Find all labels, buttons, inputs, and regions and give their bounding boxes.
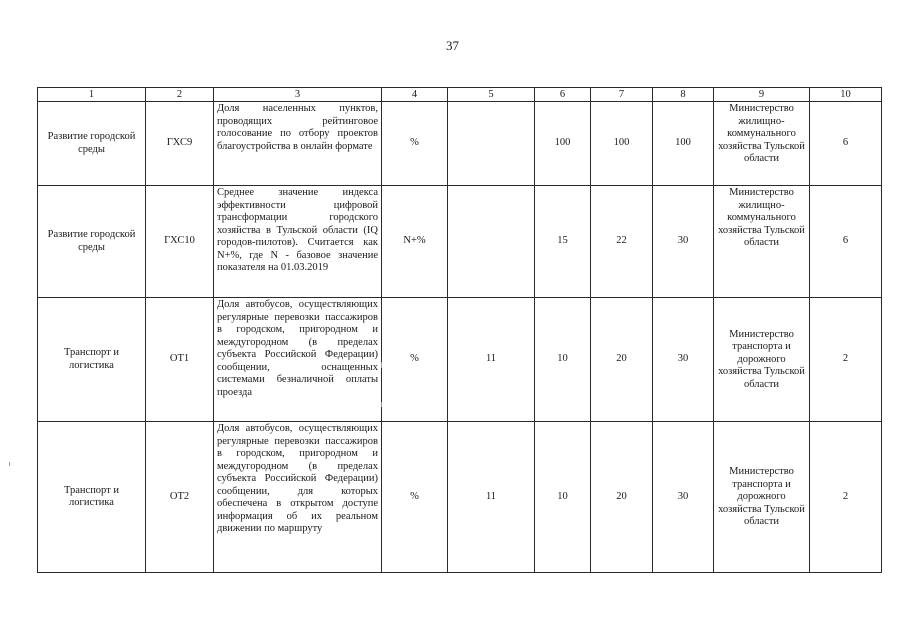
- value-cell-5: 11: [448, 298, 535, 422]
- unit-cell: %: [382, 102, 448, 186]
- value-cell-10: 6: [810, 102, 882, 186]
- ministry-cell: Министерство жилищно-коммунального хозяйства Тульской области: [714, 102, 810, 186]
- value-cell-7: 20: [591, 298, 653, 422]
- value-cell-8: 100: [653, 102, 714, 186]
- page-number: 37: [446, 38, 459, 53]
- table-row: [38, 298, 882, 422]
- scan-speck: [9, 462, 10, 466]
- column-header: 10: [810, 88, 882, 102]
- table-row: [38, 102, 882, 186]
- value-cell-5: 11: [448, 422, 535, 573]
- scan-speck: [381, 402, 382, 407]
- scan-speck: [381, 362, 382, 368]
- value-cell-10: 2: [810, 298, 882, 422]
- indicator-cell: Доля автобусов, осуществляющих регулярные перевозки пассажиров в городском, пригородном и междугородном (в пределах субъекта Российской Федерации) сообщении, для которых обеспечена в открытом доступе информация об их реальном движении по маршруту: [214, 422, 382, 573]
- column-header: 2: [146, 88, 214, 102]
- value-cell-6: 100: [535, 102, 591, 186]
- ministry-cell: Министерство жилищно-коммунального хозяйства Тульской области: [714, 186, 810, 298]
- value-cell-10: 2: [810, 422, 882, 573]
- code-cell: ГХС9: [146, 102, 214, 186]
- table-row: [38, 186, 882, 298]
- unit-cell: %: [382, 422, 448, 573]
- value-cell-8: 30: [653, 298, 714, 422]
- area-cell: Транспорт и логистика: [38, 298, 146, 422]
- indicator-cell: Доля автобусов, осуществляющих регулярные перевозки пассажиров в городском, пригородном и междугородном (в пределах субъекта Российской Федерации) сообщении, оснащенных системами безналичной оплаты проезда: [214, 298, 382, 422]
- table-row: [38, 422, 882, 573]
- column-header: 4: [382, 88, 448, 102]
- code-cell: ОТ2: [146, 422, 214, 573]
- code-cell: ГХС10: [146, 186, 214, 298]
- ministry-cell: Министерство транспорта и дорожного хозяйства Тульской области: [714, 422, 810, 573]
- column-header: 3: [214, 88, 382, 102]
- value-cell-5: [448, 102, 535, 186]
- indicator-cell: Среднее значение индекса эффективности цифровой трансформации городского хозяйства в Тульской области (IQ городов-пилотов). Считается как N+%, где N - базовое значение показателя на 01.03.2019: [214, 186, 382, 298]
- column-header: 6: [535, 88, 591, 102]
- value-cell-8: 30: [653, 186, 714, 298]
- unit-cell: %: [382, 298, 448, 422]
- column-header: 7: [591, 88, 653, 102]
- column-header: 8: [653, 88, 714, 102]
- area-cell: Развитие городской среды: [38, 186, 146, 298]
- column-header: 5: [448, 88, 535, 102]
- value-cell-10: 6: [810, 186, 882, 298]
- column-header: 1: [38, 88, 146, 102]
- value-cell-6: 10: [535, 298, 591, 422]
- value-cell-6: 10: [535, 422, 591, 573]
- indicator-cell: Доля населенных пунктов, проводящих рейтинговое голосование по отбору проектов благоустройства в онлайн формате: [214, 102, 382, 186]
- value-cell-5: [448, 186, 535, 298]
- column-number-row: [38, 88, 882, 102]
- area-cell: Развитие городской среды: [38, 102, 146, 186]
- area-cell: Транспорт и логистика: [38, 422, 146, 573]
- value-cell-7: 20: [591, 422, 653, 573]
- value-cell-7: 100: [591, 102, 653, 186]
- column-header: 9: [714, 88, 810, 102]
- value-cell-7: 22: [591, 186, 653, 298]
- code-cell: ОТ1: [146, 298, 214, 422]
- unit-cell: N+%: [382, 186, 448, 298]
- ministry-cell: Министерство транспорта и дорожного хозяйства Тульской области: [714, 298, 810, 422]
- indicators-table: [37, 87, 882, 573]
- value-cell-8: 30: [653, 422, 714, 573]
- value-cell-6: 15: [535, 186, 591, 298]
